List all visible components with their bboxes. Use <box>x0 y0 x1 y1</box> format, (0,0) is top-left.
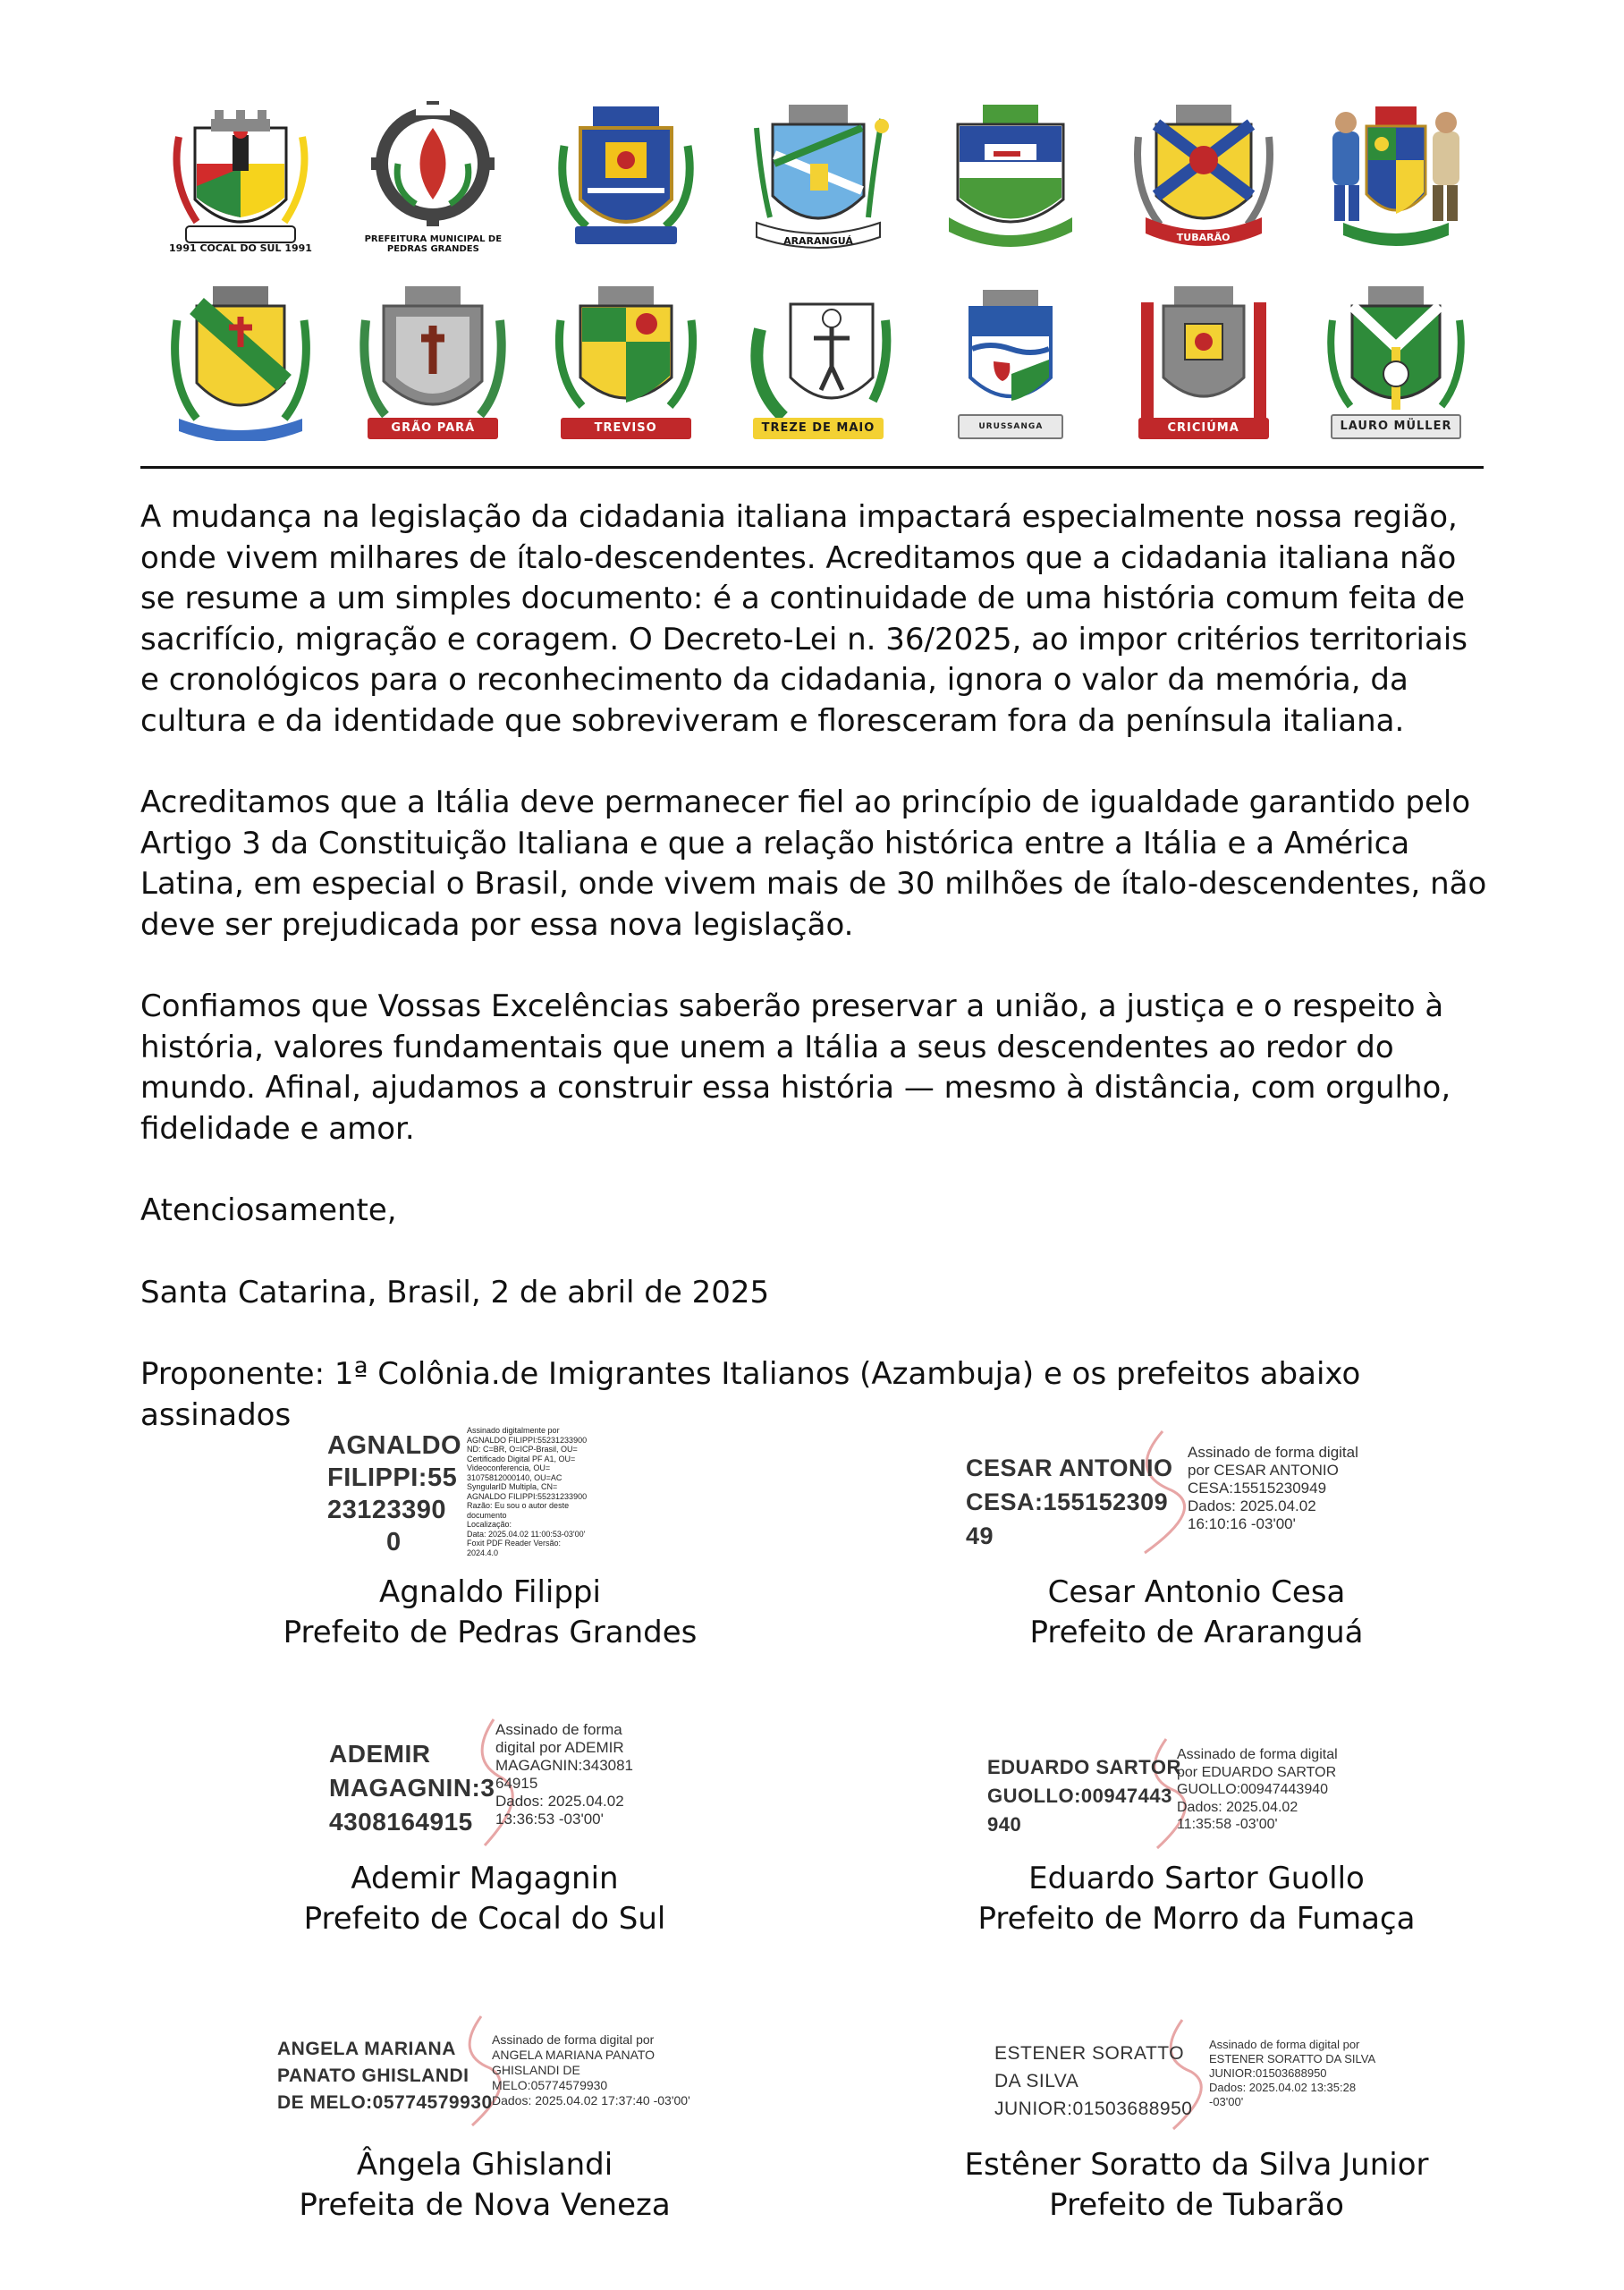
stamp-detail: Assinado de forma digital por <box>1209 2038 1360 2051</box>
crest-caption: TUBARÃO <box>1176 232 1231 243</box>
digital-signature-details <box>495 1721 633 1828</box>
stamp-line: 0 <box>386 1528 402 1556</box>
stamp-line: 4308164915 <box>329 1808 473 1836</box>
signatory <box>163 1859 807 1939</box>
stamp-detail: Certificado Digital PF A1, OU= <box>467 1454 576 1463</box>
proponent: Proponente: 1ª Colônia.de Imigrantes Italianos (Azambuja) e os prefeitos abaixo assinados <box>140 1356 1361 1433</box>
signatory <box>168 1573 812 1653</box>
digital-signature-details <box>467 1426 587 1557</box>
crest-urussanga-settlers <box>1316 101 1476 258</box>
signatory <box>875 1859 1518 1939</box>
stamp-detail: 64915 <box>495 1775 538 1792</box>
crest-urussanga <box>931 284 1090 441</box>
stamp-detail: AGNALDO FILIPPI:55231233900 <box>467 1491 588 1501</box>
digital-signature-details <box>1177 1746 1338 1834</box>
crest-nova-veneza <box>546 101 706 258</box>
paragraph-3: Confiamos que Vossas Excelências saberão preservar a união, a justiça e o respeito à história, valores fundamentais que unem a Itália a seus descendentes ao redor do mundo. Afinal, ajudamos a construir essa história — mesmo à distância, com orgulho, fidelidade e amor. <box>140 988 1451 1147</box>
signatory-title: Prefeito de Morro da Fumaça <box>977 1901 1416 1937</box>
digital-signature-stamp <box>966 1451 1173 1553</box>
stamp-detail: ND: C=BR, O=ICP-Brasil, OU= <box>467 1445 578 1454</box>
paragraph-1: A mudança na legislação da cidadania italiana impactará especialmente nossa região, onde vivem milhares de ítalo-descendentes. Acreditamos que a cidadania italiana não se resume a um simples documento: é a continuidade de uma história comum feita de sacrifício, migração e coragem. O Decreto-Lei n. 36/2025, ao impor critérios territoriais e cronológicos para o reconhecimento da cidadania, ignora o valor da memória, da cultura e da identidade que sobreviveram e floresceram fora da península italiana. <box>140 499 1468 739</box>
digital-signature-stamp <box>327 1429 461 1558</box>
stamp-detail: 13:36:53 -03'00' <box>495 1811 604 1828</box>
stamp-detail: 11:35:58 -03'00' <box>1177 1817 1278 1832</box>
crest-pedras-grandes <box>353 101 512 258</box>
stamp-detail: GUOLLO:00947443940 <box>1177 1782 1329 1797</box>
letter-body <box>140 497 1491 1436</box>
stamp-line: MAGAGNIN:3 <box>329 1774 495 1802</box>
stamp-detail: CESA:15515230949 <box>1188 1480 1327 1497</box>
digital-signature-details <box>1209 2038 1375 2109</box>
crest-tubarao <box>1124 101 1283 258</box>
stamp-line: JUNIOR:01503688950 <box>994 2099 1193 2119</box>
stamp-line: 49 <box>966 1522 994 1549</box>
crest-ribbon: GRÃO PARÁ <box>368 418 498 439</box>
signatory-title: Prefeito de Tubarão <box>1049 2187 1344 2223</box>
crest-treze-de-maio <box>739 284 898 441</box>
stamp-detail: Dados: 2025.04.02 17:37:40 -03'00' <box>492 2093 690 2108</box>
stamp-detail: Assinado de forma digital por <box>492 2032 655 2047</box>
crest-ribbon: CRICIÚMA <box>1138 418 1269 439</box>
stamp-detail: MELO:05774579930 <box>492 2078 608 2092</box>
crests-row-1 <box>161 97 1476 262</box>
digital-signature-stamp <box>329 1737 495 1839</box>
stamp-detail: Assinado de forma <box>495 1721 622 1738</box>
signatory <box>875 1573 1518 1653</box>
stamp-line: DA SILVA <box>994 2071 1079 2091</box>
stamp-detail: Dados: 2025.04.02 <box>1177 1799 1298 1815</box>
digital-signature-stamp <box>987 1753 1181 1839</box>
stamp-detail: Assinado de forma digital <box>1188 1444 1358 1461</box>
stamp-line: EDUARDO SARTOR <box>987 1756 1181 1778</box>
signatory-name: Eduardo Sartor Guollo <box>1028 1861 1365 1896</box>
signatory <box>875 2145 1518 2226</box>
stamp-detail: Razão: Eu sou o autor deste <box>467 1501 570 1510</box>
digital-signature-stamp <box>277 2036 493 2116</box>
crest-treviso <box>546 284 706 441</box>
stamp-detail: por EDUARDO SARTOR <box>1177 1764 1337 1780</box>
signatory-title: Prefeita de Nova Veneza <box>299 2187 671 2223</box>
signatory-title: Prefeito de Cocal do Sul <box>303 1901 666 1937</box>
digital-signature-stamp <box>994 2040 1192 2123</box>
crest-morro-da-fumaca <box>931 101 1090 258</box>
stamp-detail: Dados: 2025.04.02 13:35:28 <box>1209 2081 1357 2094</box>
signatory-title: Prefeito de Araranguá <box>1029 1615 1364 1650</box>
stamp-line: FILIPPI:55 <box>327 1463 458 1492</box>
digital-signature-details <box>1188 1444 1358 1533</box>
crest-grao-para <box>353 284 512 441</box>
place-date: Santa Catarina, Brasil, 2 de abril de 2025 <box>140 1274 770 1310</box>
paragraph-2: Acreditamos que a Itália deve permanecer fiel ao princípio de igualdade garantido pelo Artigo 3 da Constituição Italiana e que a relação histórica entre a Itália e a América Latina, em especial o Brasil, onde vivem mais de 30 milhões de ítalo-descendentes, não deve ser prejudicada por essa nova legislação. <box>140 785 1487 943</box>
stamp-detail: ANGELA MARIANA PANATO <box>492 2048 656 2062</box>
signatory <box>163 2145 807 2226</box>
stamp-detail: SyngularID Multipla, CN= <box>467 1482 558 1491</box>
stamp-line: CESAR ANTONIO <box>966 1455 1173 1481</box>
signatory-name: Agnaldo Filippi <box>379 1574 601 1610</box>
crest-ribbon: TREZE DE MAIO <box>753 418 884 439</box>
stamp-detail: Dados: 2025.04.02 <box>495 1793 624 1810</box>
crest-criciuma <box>1124 284 1283 441</box>
signatory-name: Ângela Ghislandi <box>356 2147 613 2183</box>
signatory-name: Ademir Magagnin <box>351 1861 619 1896</box>
stamp-detail: Assinado de forma digital <box>1177 1747 1338 1762</box>
crest-ribbon: URUSSANGA <box>958 414 1063 439</box>
stamp-line: CESA:155152309 <box>966 1488 1169 1515</box>
crests-row-2 <box>161 276 1476 450</box>
stamp-detail: Dados: 2025.04.02 <box>1188 1497 1316 1514</box>
crest-caption: ARARANGUÁ <box>783 235 853 247</box>
crest-cocal-do-sul <box>161 101 320 258</box>
stamp-detail: 16:10:16 -03'00' <box>1188 1515 1296 1532</box>
crest-caption: 1991 COCAL DO SUL 1991 <box>169 242 312 254</box>
stamp-detail: MAGAGNIN:343081 <box>495 1757 634 1774</box>
stamp-detail: digital por ADEMIR <box>495 1739 624 1756</box>
stamp-detail: JUNIOR:01503688950 <box>1209 2066 1327 2080</box>
crest-ribbon: LAURO MÜLLER <box>1331 414 1461 439</box>
stamp-detail: Assinado digitalmente por <box>467 1426 560 1435</box>
stamp-detail: documento <box>467 1510 507 1520</box>
crest-ribbon: TREVISO <box>561 418 691 439</box>
stamp-detail: Localização: <box>467 1520 512 1529</box>
stamp-line: ANGELA MARIANA <box>277 2039 456 2059</box>
stamp-detail: GHISLANDI DE <box>492 2063 580 2077</box>
stamp-detail: AGNALDO FILIPPI:55231233900 <box>467 1435 588 1445</box>
stamp-line: ESTENER SORATTO <box>994 2043 1185 2064</box>
crest-ararangua <box>739 101 898 258</box>
stamp-detail: 31075812000140, OU=AC <box>467 1472 562 1482</box>
stamp-detail: 2024.4.0 <box>467 1548 499 1557</box>
digital-signature-details <box>492 2032 690 2108</box>
stamp-line: 23123390 <box>327 1496 447 1524</box>
stamp-detail: Foxit PDF Reader Versão: <box>467 1539 562 1548</box>
stamp-line: DE MELO:05774579930 <box>277 2092 493 2113</box>
stamp-detail: Data: 2025.04.02 11:00:53-03'00' <box>467 1529 586 1539</box>
signatory-name: Estêner Soratto da Silva Junior <box>964 2147 1429 2183</box>
stamp-line: AGNALDO <box>327 1431 462 1460</box>
crest-caption: PREFEITURA MUNICIPAL DE PEDRAS GRANDES <box>364 234 503 254</box>
closing: Atenciosamente, <box>140 1192 397 1228</box>
stamp-detail: Videoconferencia, OU= <box>467 1463 551 1472</box>
stamp-line: PANATO GHISLANDI <box>277 2065 469 2086</box>
stamp-detail: -03'00' <box>1209 2095 1244 2108</box>
stamp-line: ADEMIR <box>329 1740 431 1768</box>
stamp-line: 940 <box>987 1813 1022 1836</box>
crest-orleans <box>161 284 320 441</box>
stamp-line: GUOLLO:00947443 <box>987 1785 1172 1807</box>
stamp-detail: ESTENER SORATTO DA SILVA <box>1209 2052 1376 2065</box>
signatory-name: Cesar Antonio Cesa <box>1047 1574 1346 1610</box>
signatory-title: Prefeito de Pedras Grandes <box>283 1615 698 1650</box>
crest-lauro-muller <box>1316 284 1476 441</box>
header-divider <box>140 466 1484 469</box>
stamp-detail: por CESAR ANTONIO <box>1188 1462 1339 1479</box>
municipal-crests-header <box>161 97 1476 454</box>
